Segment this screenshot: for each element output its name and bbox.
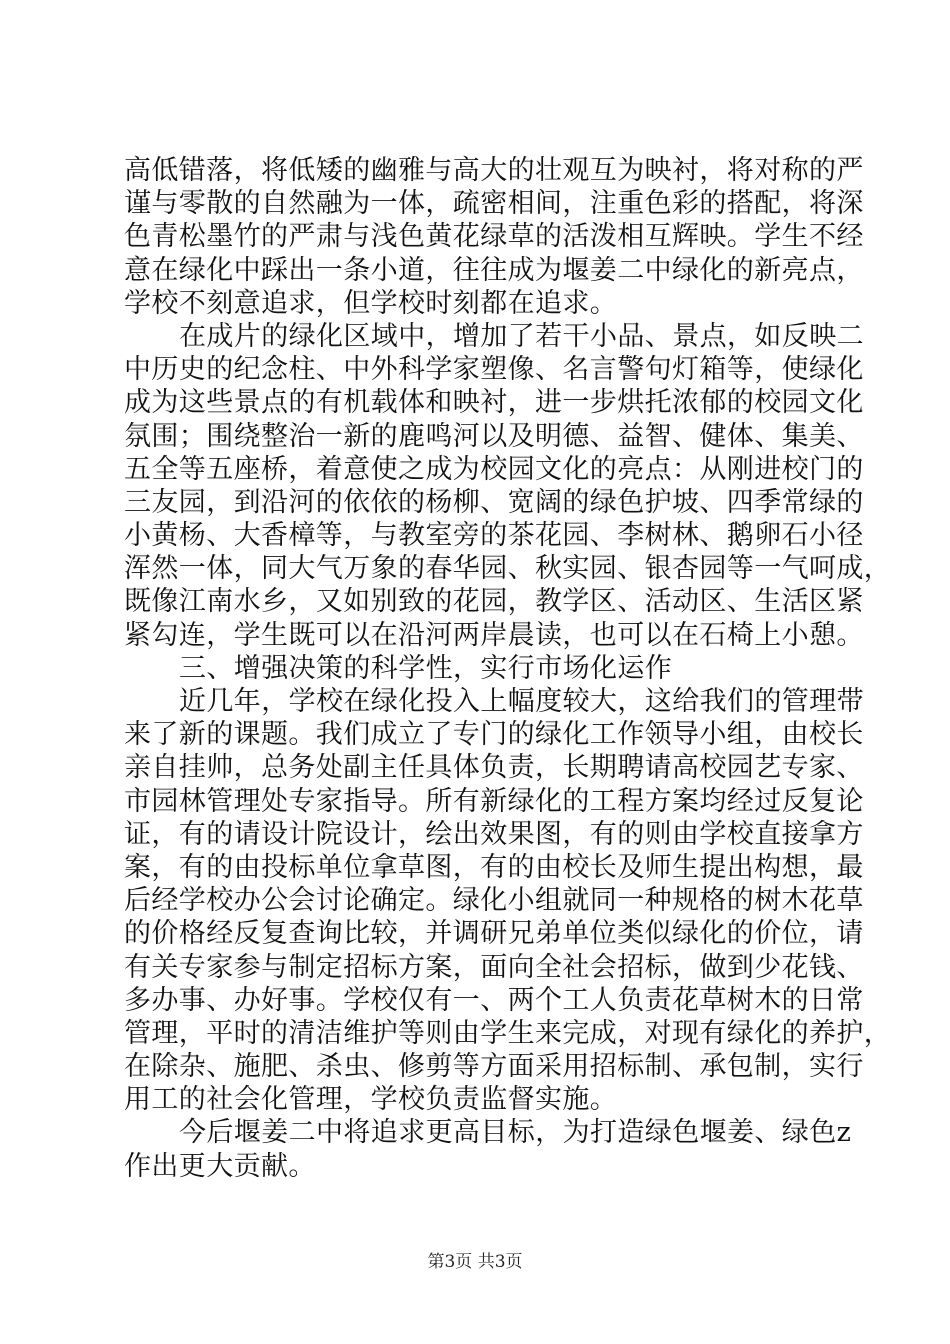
text-line: 既像江南水乡，又如别致的花园，教学区、活动区、生活区紧: [124, 586, 864, 618]
text-line: 的价格经反复查询比较，并调研兄弟单位类似绿化的价位，请: [124, 918, 864, 950]
text-line: 小黄杨、大香樟等，与教室旁的茶花园、李树林、鹅卵石小径: [124, 520, 864, 552]
text-line: 多办事、办好事。学校仅有一、两个工人负责花草树木的日常: [124, 984, 864, 1016]
section-heading: 三、增强决策的科学性，实行市场化运作: [179, 652, 673, 684]
paragraph-first-line: 近几年，学校在绿化投入上幅度较大，这给我们的管理带: [179, 686, 864, 717]
text-line: 来了新的课题。我们成立了专门的绿化工作领导小组，由校长: [124, 719, 864, 751]
text-line: 市园林管理处专家指导。所有新绿化的工程方案均经过反复论: [124, 785, 864, 817]
text-line: 证，有的请设计院设计，绘出效果图，有的则由学校直接拿方: [124, 818, 864, 850]
text-line: 五全等五座桥，着意使之成为校园文化的亮点：从刚进校门的: [124, 453, 864, 485]
page-number-footer: 第3页 共3页: [427, 1252, 523, 1272]
text-line: 中历史的纪念柱、中外科学家塑像、名言警句灯箱等，使绿化: [124, 354, 864, 386]
document-body: [124, 154, 892, 1183]
text-line: 有关专家参与制定招标方案，面向全社会招标，做到少花钱、: [124, 951, 864, 983]
text-line: 后经学校办公会讨论确定。绿化小组就同一种规格的树木花草: [124, 885, 864, 917]
text-line: 案，有的由投标单位拿草图，有的由校长及师生提出构想，最: [124, 851, 864, 883]
text-line: 浑然一体，同大气万象的春华园、秋实园、银杏园等一气呵成，: [124, 553, 892, 585]
paragraph-first-line: 今后堰姜二中将追求更高目标，为打造绿色堰姜、绿色z: [179, 1117, 852, 1149]
text-line: 管理，平时的清洁维护等则由学生来完成，对现有绿化的养护，: [124, 1017, 892, 1049]
text-line: 亲自挂帅，总务处副主任具体负责，长期聘请高校园艺专家、: [124, 752, 864, 784]
text-line: 谨与零散的自然融为一体，疏密相间，注重色彩的搭配，将深: [124, 188, 864, 220]
text-line: 在除杂、施肥、杀虫、修剪等方面采用招标制、承包制，实行: [124, 1051, 864, 1083]
text-line: 用工的社会化管理，学校负责监督实施。: [124, 1084, 618, 1116]
text-line: 色青松墨竹的严肃与浅色黄花绿草的活泼相互辉映。学生不经: [124, 221, 864, 253]
text-line: 意在绿化中踩出一条小道，往往成为堰姜二中绿化的新亮点，: [124, 254, 864, 286]
text-line: 成为这些景点的有机载体和映衬，进一步烘托浓郁的校园文化: [124, 387, 864, 419]
text-line: 紧勾连，学生既可以在沿河两岸晨读，也可以在石椅上小憩。: [124, 619, 864, 651]
paragraph-first-line: 在成片的绿化区域中，增加了若干小品、景点，如反映二: [179, 320, 864, 352]
text-line: 学校不刻意追求，但学校时刻都在追求。: [124, 287, 618, 319]
text-line: 高低错落，将低矮的幽雅与高大的壮观互为映衬，将对称的严: [124, 155, 864, 186]
text-line: 三友园，到沿河的依依的杨柳、宽阔的绿色护坡、四季常绿的: [124, 486, 864, 518]
text-line: 作出更大贡献。: [124, 1150, 316, 1182]
text-line: 氛围；围绕整治一新的鹿鸣河以及明德、益智、健体、集美、: [124, 420, 864, 452]
